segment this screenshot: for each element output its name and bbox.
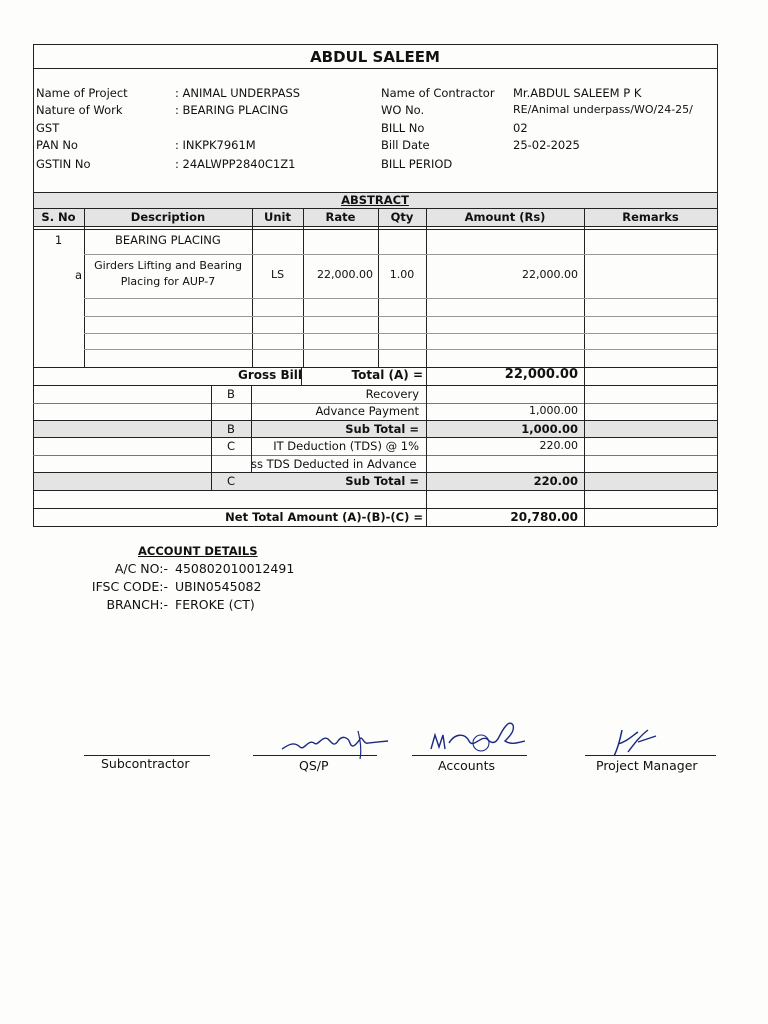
info-value: 02	[513, 121, 528, 135]
column-header: Rate	[325, 210, 356, 224]
info-label: BILL PERIOD	[381, 157, 453, 171]
col-line	[252, 209, 253, 367]
column-header: Unit	[264, 210, 291, 224]
summary-col-line	[426, 367, 427, 526]
info-label: GSTIN No	[36, 157, 91, 171]
info-label: BILL No	[381, 121, 425, 135]
account-value: 450802010012491	[175, 561, 295, 576]
signature-label-project-manager: Project Manager	[596, 758, 698, 773]
row-line	[84, 254, 717, 255]
section-description: BEARING PLACING	[115, 233, 221, 247]
column-header-line2	[33, 229, 717, 230]
row-line	[84, 333, 717, 334]
section-sno: 1	[54, 233, 63, 247]
info-label: Bill Date	[381, 138, 430, 152]
it-deduction-value: 220.00	[539, 439, 578, 452]
info-value: RE/Animal underpass/WO/24-25/	[513, 103, 693, 116]
column-header-line	[33, 226, 717, 227]
item-unit: LS	[270, 268, 285, 281]
signature-qsp	[278, 725, 398, 765]
signature-project-manager	[608, 722, 688, 762]
signature-accounts	[425, 715, 545, 759]
info-value: 25-02-2025	[513, 138, 580, 152]
total-a-label: Total (A) =	[351, 368, 423, 382]
info-value: : ANIMAL UNDERPASS	[175, 86, 301, 100]
signature-label-subcontractor: Subcontractor	[101, 756, 190, 771]
account-value: FEROKE (CT)	[175, 597, 255, 612]
info-value: : BEARING PLACING	[175, 103, 289, 117]
summary-line	[33, 455, 717, 456]
row-line	[84, 316, 717, 317]
column-header: S. No	[41, 210, 76, 224]
summary-line	[33, 508, 717, 509]
net-total-label: Net Total Amount (A)-(B)-(C) =	[225, 510, 423, 524]
advance-payment-label: Advance Payment	[315, 404, 419, 418]
subtotal-b-label: Sub Total =	[345, 422, 419, 436]
abstract-title: ABSTRACT	[341, 193, 409, 207]
c-label: C	[226, 439, 236, 453]
signature-label-accounts: Accounts	[438, 758, 495, 773]
column-header: Remarks	[622, 210, 679, 224]
info-label: WO No.	[381, 103, 425, 117]
info-label: GST	[36, 121, 60, 135]
item-description-line2: Placing for AUP-7	[120, 275, 216, 288]
info-label: Name of Project	[36, 86, 128, 100]
net-total-value: 20,780.00	[510, 510, 578, 524]
column-header: Qty	[390, 210, 414, 224]
summary-line	[33, 385, 717, 386]
column-header: Amount (Rs)	[464, 210, 546, 224]
account-title: ACCOUNT DETAILS	[138, 544, 258, 558]
col-line	[426, 209, 427, 367]
frame-right	[717, 44, 718, 526]
account-label: IFSC CODE:-	[91, 579, 168, 594]
frame-top	[33, 44, 717, 45]
summary-line	[33, 437, 717, 438]
col-line	[378, 209, 379, 367]
account-value: UBIN0545082	[175, 579, 262, 594]
summary-col-line	[251, 385, 252, 472]
item-description-line1: Girders Lifting and Bearing	[94, 259, 242, 272]
col-line	[303, 209, 304, 367]
b-label: B	[227, 387, 235, 401]
item-rate: 22,000.00	[317, 268, 373, 281]
column-header: Description	[130, 210, 206, 224]
info-value: Mr.ABDUL SALEEM P K	[513, 86, 642, 100]
gross-bill-divider	[301, 367, 302, 385]
item-amount: 22,000.00	[522, 268, 578, 281]
title-divider	[33, 68, 717, 69]
frame-left	[33, 44, 34, 526]
gross-bill-label: Gross Bill	[238, 368, 302, 382]
b-label-2: B	[227, 422, 235, 436]
subtotal-c-label: Sub Total =	[345, 474, 419, 488]
less-tds-label: ss TDS Deducted in Advance	[251, 457, 417, 471]
subtotal-c-value: 220.00	[533, 474, 578, 488]
item-qty: 1.00	[389, 268, 415, 281]
summary-line	[33, 490, 717, 491]
it-deduction-label: IT Deduction (TDS) @ 1%	[273, 439, 419, 453]
advance-payment-value: 1,000.00	[529, 404, 578, 417]
info-value: : 24ALWPP2840C1Z1	[175, 157, 296, 171]
c-label-2: C	[226, 474, 236, 488]
total-a-value: 22,000.00	[504, 367, 578, 382]
frame-bottom	[33, 526, 717, 527]
info-label: Nature of Work	[36, 103, 123, 117]
recovery-label: Recovery	[365, 387, 419, 401]
col-line	[584, 209, 585, 367]
subtotal-b-value: 1,000.00	[521, 422, 578, 436]
page-title: ABDUL SALEEM	[310, 48, 440, 66]
row-line	[84, 298, 717, 299]
summary-col-line	[211, 385, 212, 490]
info-label: Name of Contractor	[381, 86, 495, 100]
item-sub: a	[74, 268, 82, 282]
info-label: PAN No	[36, 138, 78, 152]
account-label: A/C NO:-	[114, 561, 168, 576]
account-label: BRANCH:-	[106, 597, 168, 612]
row-line	[84, 349, 717, 350]
info-value: : INKPK7961M	[175, 138, 256, 152]
summary-col-line	[584, 367, 585, 526]
signature-label-qsp: QS/P	[299, 758, 329, 773]
